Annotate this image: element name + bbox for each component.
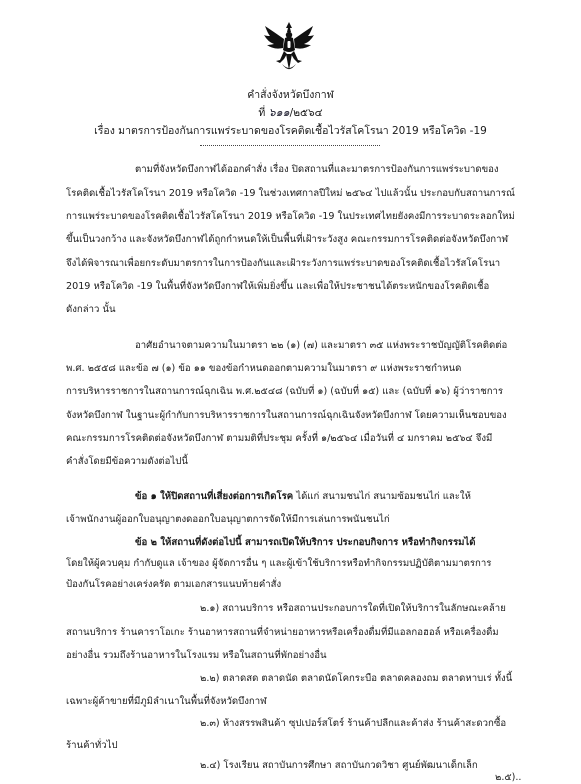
body-line: ขึ้นเป็นวงกว้าง และจังหวัดบึงกาฬได้ถูกกำหนดให้เป็นพื้นที่เฝ้าระวังสูง คณะกรรมการโรคติดต่อจังหวัดบึงกาฬ	[66, 234, 509, 245]
issuer-title: คำสั่งจังหวัดบึงกาฬ	[247, 89, 334, 101]
body-line: การแพร่ระบาดของโรคติดเชื้อไวรัสโคโรนา 2019 หรือโควิด -19 ในประเทศไทยยังคงมีการระบาดระลอกใหม่	[66, 211, 515, 222]
body-line: การบริหารราชการในสถานการณ์ฉุกเฉิน พ.ศ.๒๕๔๘ (ฉบับที่ ๑) (ฉบับที่ ๑๕) และ (ฉบับที่ ๑๖) ผู้ว่าราชการ	[66, 386, 504, 397]
body-line: คำสั่งโดยมีข้อความดังต่อไปนี้	[66, 456, 188, 467]
body-line: 2019 หรือโควิด -19 ในพื้นที่จังหวัดบึงกาฬให้เพิ่มยิ่งขึ้น และเพื่อให้ประชาชนได้ตระหนักของโรคติดเชื้อ	[66, 281, 490, 292]
body-line: โรคติดเชื้อไวรัสโคโรนา 2019 หรือโควิด -19 ในช่วงเทศกาลปีใหม่ ๒๕๖๔ ไปแล้วนั้น ประกอบกับสถานการณ์	[66, 188, 515, 199]
order-subject: เรื่อง มาตรการป้องกันการแพร่ระบาดของโรคติดเชื้อไวรัสโคโรนา 2019 หรือโควิด -19	[94, 125, 487, 137]
subitem-line: ๒.๔) โรงเรียน สถาบันการศึกษา สถาบันกวดวิชา ศูนย์พัฒนาเด็กเล็ก	[200, 760, 478, 771]
body-line: ดังกล่าว นั้น	[66, 304, 116, 315]
subject-divider	[200, 145, 380, 146]
body-line: จึงได้พิจารณาเพื่อยกระดับมาตรการในการป้องกันและเฝ้าระวังการแพร่ระบาดของโรคติดเชื้อไวรัสโคโรนา	[66, 258, 501, 269]
clause-1-line	[135, 491, 471, 503]
number-prefix: ที่	[258, 107, 266, 119]
body-line: จังหวัดบึงกาฬ ในฐานะผู้กำกับการบริหารราชการในสถานการณ์ฉุกเฉินจังหวัดบึงกาฬ โดยความเห็นชอบของ	[66, 410, 507, 421]
body-line: โดยให้ผู้ควบคุม กำกับดูแล เจ้าของ ผู้จัดการอื่น ๆ และผู้เข้าใช้บริการหรือทำกิจกรรมปฏิบัติตามมาตรการ	[66, 558, 492, 569]
clause-1-heading: ข้อ ๑ ให้ปิดสถานที่เสี่ยงต่อการเกิดโรค	[135, 491, 294, 502]
body-line: ป้องกันโรคอย่างเคร่งครัด ตามเอกสารแนบท้ายคำสั่ง	[66, 579, 282, 590]
body-line: เจ้าพนักงานผู้ออกใบอนุญาตงดออกใบอนุญาตการจัดให้มีการเล่นการพนันชนไก่	[66, 514, 390, 525]
order-number	[0, 103, 581, 121]
body-line: ร้านค้าทั่วไป	[66, 740, 118, 751]
body-line: สถานบริการ ร้านคาราโอเกะ ร้านอาหารสถานที่จำหน่ายอาหารหรือเครื่องดื่มที่มีแอลกอฮอล์ หรือเครื่องดื่ม	[66, 627, 499, 638]
body-line: คณะกรรมการโรคติดต่อจังหวัดบึงกาฬ ตามมติที่ประชุม ครั้งที่ ๑/๒๕๖๔ เมื่อวันที่ ๔ มกราคม ๒๕๖๔ จึงมี	[66, 433, 493, 444]
subitem-line: ๒.๒) ตลาดสด ตลาดนัด ตลาดนัดโคกระบือ ตลาดคลองถม ตลาดหาบเร่ ทั้งนี้	[200, 673, 513, 684]
body-line: พ.ศ. ๒๕๕๘ และข้อ ๗ (๑) ข้อ ๑๑ ของข้อกำหนดออกตามความในมาตรา ๙ แห่งพระราชกำหนด	[66, 363, 462, 374]
continuation-marker: ๒.๕)..	[495, 772, 522, 783]
handwritten-number: ๖๑๑	[268, 106, 290, 119]
clause-1-text: ได้แก่ สนามชนไก่ สนามซ้อมชนไก่ และให้	[296, 491, 471, 502]
body-line: เฉพาะผู้ค้าขายที่มีภูมิลำเนาในพื้นที่จังหวัดบึงกาฬ	[66, 696, 267, 707]
body-line: ตามที่จังหวัดบึงกาฬได้ออกคำสั่ง เรื่อง ปิดสถานที่และมาตรการป้องกันการแพร่ระบาดของ	[135, 164, 499, 175]
garuda-emblem-icon	[262, 20, 316, 74]
number-suffix: /๒๕๖๔	[289, 107, 323, 119]
subitem-line: ๒.๓) ห้างสรรพสินค้า ซุปเปอร์สโตร์ ร้านค้าปลีกและค้าส่ง ร้านค้าสะดวกซื้อ	[200, 718, 507, 729]
body-line: อาศัยอำนาจตามความในมาตรา ๒๒ (๑) (๗) และมาตรา ๓๕ แห่งพระราชบัญญัติโรคติดต่อ	[135, 340, 508, 351]
body-line: อย่างอื่น รวมถึงร้านอาหารในโรงแรม หรือในสถานที่พักอย่างอื่น	[66, 650, 327, 661]
subitem-line: ๒.๑) สถานบริการ หรือสถานประกอบการใดที่เปิดให้บริการในลักษณะคล้าย	[200, 603, 506, 614]
clause-2-heading: ข้อ ๒ ให้สถานที่ดังต่อไปนี้ สามารถเปิดให้บริการ ประกอบกิจการ หรือทำกิจกรรมได้	[135, 537, 476, 548]
